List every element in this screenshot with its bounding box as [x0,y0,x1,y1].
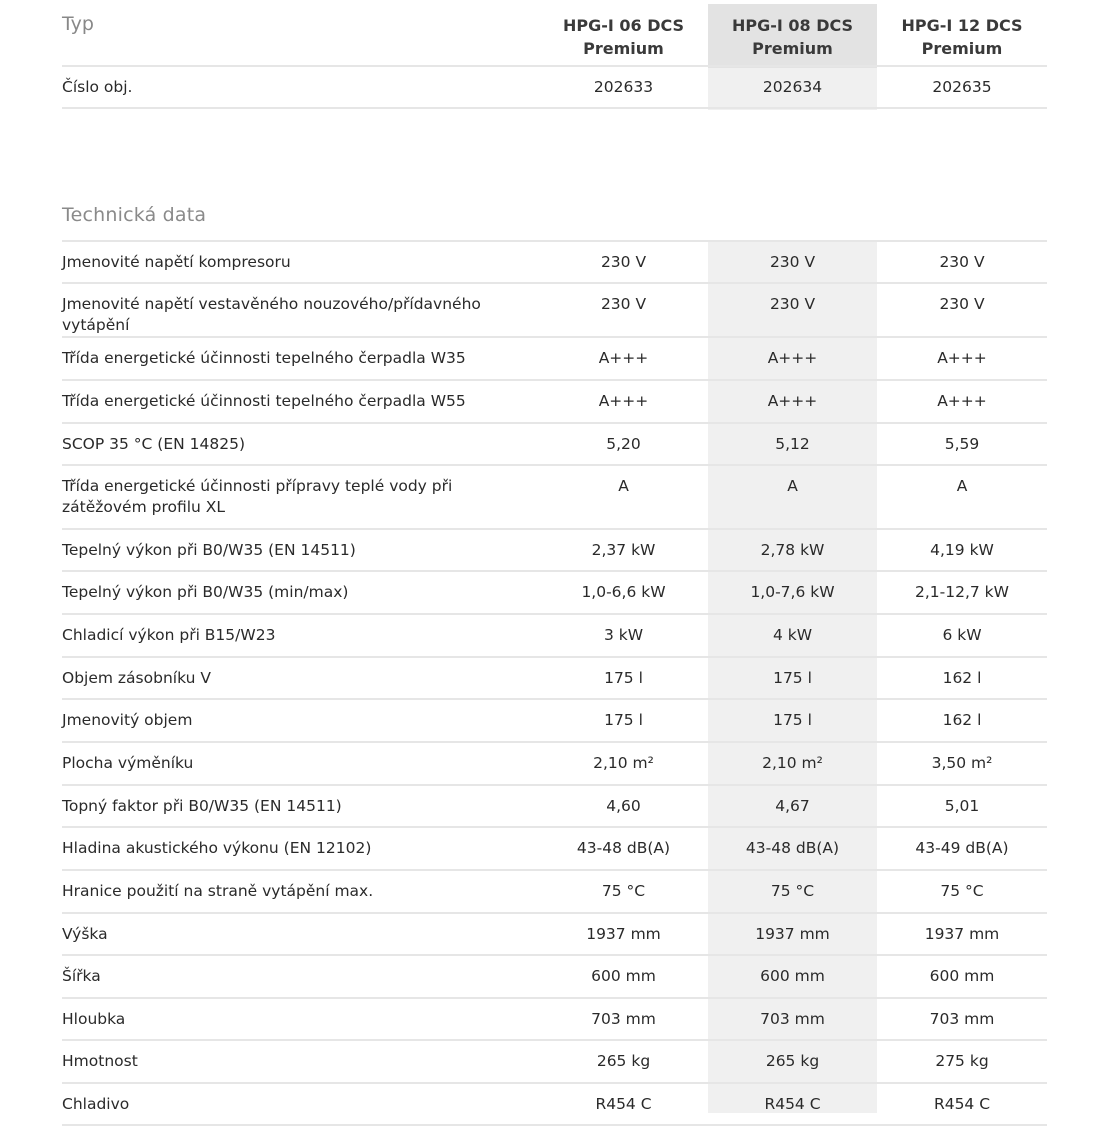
row-value: 2,10 m² [539,742,708,785]
model-name-line1: HPG-I 06 DCS [562,16,685,35]
row-value: 75 °C [877,870,1047,913]
row-value: 5,59 [877,423,1047,465]
row-value: 4 kW [708,614,877,657]
row-value: 5,20 [539,423,708,465]
row-value: 43-49 dB(A) [877,827,1047,870]
row-value: 175 l [539,699,708,742]
order-number-value: 202635 [877,66,1047,108]
row-value: R454 C [539,1083,708,1125]
table-row [62,998,1047,1040]
section-title-technical-data: Technická data [62,204,207,226]
row-label: Plocha výměníku [62,742,539,785]
row-label: Chladicí výkon při B15/W23 [62,614,539,657]
row-value: 600 mm [708,955,877,998]
row-value: 265 kg [539,1040,708,1083]
row-label: Tepelný výkon při B0/W35 (min/max) [62,571,539,614]
row-label: Topný faktor při B0/W35 (EN 14511) [62,785,539,827]
row-label: Tepelný výkon při B0/W35 (EN 14511) [62,529,539,571]
row-value: 75 °C [539,870,708,913]
table-row [62,571,1047,614]
table-row [62,423,1047,465]
model-header-row [62,4,1047,66]
row-value: 230 V [539,283,708,337]
row-value: 703 mm [539,998,708,1040]
row-value: 6 kW [877,614,1047,657]
row-label: Třída energetické účinnosti přípravy teplé vody při zátěžovém profilu XL [62,465,539,529]
row-value: 230 V [877,241,1047,283]
row-label: Hmotnost [62,1040,539,1083]
model-name [539,4,708,66]
model-name-line2: Premium [752,39,833,58]
row-value: A+++ [539,380,708,423]
table-row [62,785,1047,827]
model-name [708,4,877,66]
row-value: 703 mm [877,998,1047,1040]
row-value: 1937 mm [877,913,1047,955]
row-label: Hranice použití na straně vytápění max. [62,870,539,913]
row-value: 230 V [539,241,708,283]
table-row [62,657,1047,699]
row-value: 230 V [708,283,877,337]
row-value: 2,10 m² [708,742,877,785]
typ-label: Typ [62,4,539,66]
table-row [62,742,1047,785]
table-row [62,614,1047,657]
row-value: 1937 mm [539,913,708,955]
row-value: 75 °C [708,870,877,913]
order-number-row [62,66,1047,108]
table-row [62,1083,1047,1125]
row-label: SCOP 35 °C (EN 14825) [62,423,539,465]
table-row [62,699,1047,742]
row-value: 265 kg [708,1040,877,1083]
table-row [62,337,1047,380]
row-value: 2,37 kW [539,529,708,571]
row-value: 43-48 dB(A) [708,827,877,870]
row-label: Třída energetické účinnosti tepelného čerpadla W55 [62,380,539,423]
row-value: R454 C [877,1083,1047,1125]
model-name-line2: Premium [583,39,664,58]
model-name [877,4,1047,66]
row-value: 3,50 m² [877,742,1047,785]
row-value: 1,0-7,6 kW [708,571,877,614]
row-label: Třída energetické účinnosti tepelného čerpadla W35 [62,337,539,380]
table-row [62,380,1047,423]
table-row [62,827,1047,870]
row-value: 1,0-6,6 kW [539,571,708,614]
model-header-table [62,4,1047,109]
row-label: Výška [62,913,539,955]
row-label: Jmenovité napětí vestavěného nouzového/přídavného vytápění [62,283,539,337]
row-value: A+++ [708,380,877,423]
table-row [62,955,1047,998]
row-value: 230 V [708,241,877,283]
row-value: 162 l [877,657,1047,699]
row-value: 162 l [877,699,1047,742]
row-label: Chladivo [62,1083,539,1125]
model-name-line1: HPG-I 12 DCS [901,16,1023,35]
row-value: 600 mm [877,955,1047,998]
row-label: Hladina akustického výkonu (EN 12102) [62,827,539,870]
row-value: 43-48 dB(A) [539,827,708,870]
model-name-line1: HPG-I 08 DCS [731,16,854,35]
row-value: A+++ [877,337,1047,380]
row-value: 175 l [708,657,877,699]
row-value: 2,1-12,7 kW [877,571,1047,614]
table-row [62,465,1047,529]
row-label: Šířka [62,955,539,998]
table-row [62,1040,1047,1083]
row-value: 1937 mm [708,913,877,955]
row-value: 600 mm [539,955,708,998]
row-value: A+++ [877,380,1047,423]
row-value: 703 mm [708,998,877,1040]
row-value: 230 V [877,283,1047,337]
row-value: A [877,465,1047,529]
row-value: A+++ [708,337,877,380]
row-value: R454 C [708,1083,877,1125]
row-value: 4,60 [539,785,708,827]
row-label: Hloubka [62,998,539,1040]
row-value: 3 kW [539,614,708,657]
model-name-line2: Premium [921,39,1003,58]
row-label: Jmenovité napětí kompresoru [62,241,539,283]
technical-data-table [62,240,1047,1126]
row-label: Objem zásobníku V [62,657,539,699]
row-value: 175 l [708,699,877,742]
row-value: 175 l [539,657,708,699]
row-value: A+++ [539,337,708,380]
table-row [62,529,1047,571]
row-value: 2,78 kW [708,529,877,571]
row-value: 4,19 kW [877,529,1047,571]
order-number-value: 202633 [539,66,708,108]
row-value: A [539,465,708,529]
table-row [62,870,1047,913]
row-value: 5,01 [877,785,1047,827]
table-row [62,913,1047,955]
row-value: 5,12 [708,423,877,465]
table-row [62,283,1047,337]
row-label: Jmenovitý objem [62,699,539,742]
technical-data-body [62,241,1047,1125]
table-row [62,241,1047,283]
order-number-value: 202634 [708,66,877,108]
row-value: 4,67 [708,785,877,827]
row-value: 275 kg [877,1040,1047,1083]
order-number-label: Číslo obj. [62,66,539,108]
row-value: A [708,465,877,529]
